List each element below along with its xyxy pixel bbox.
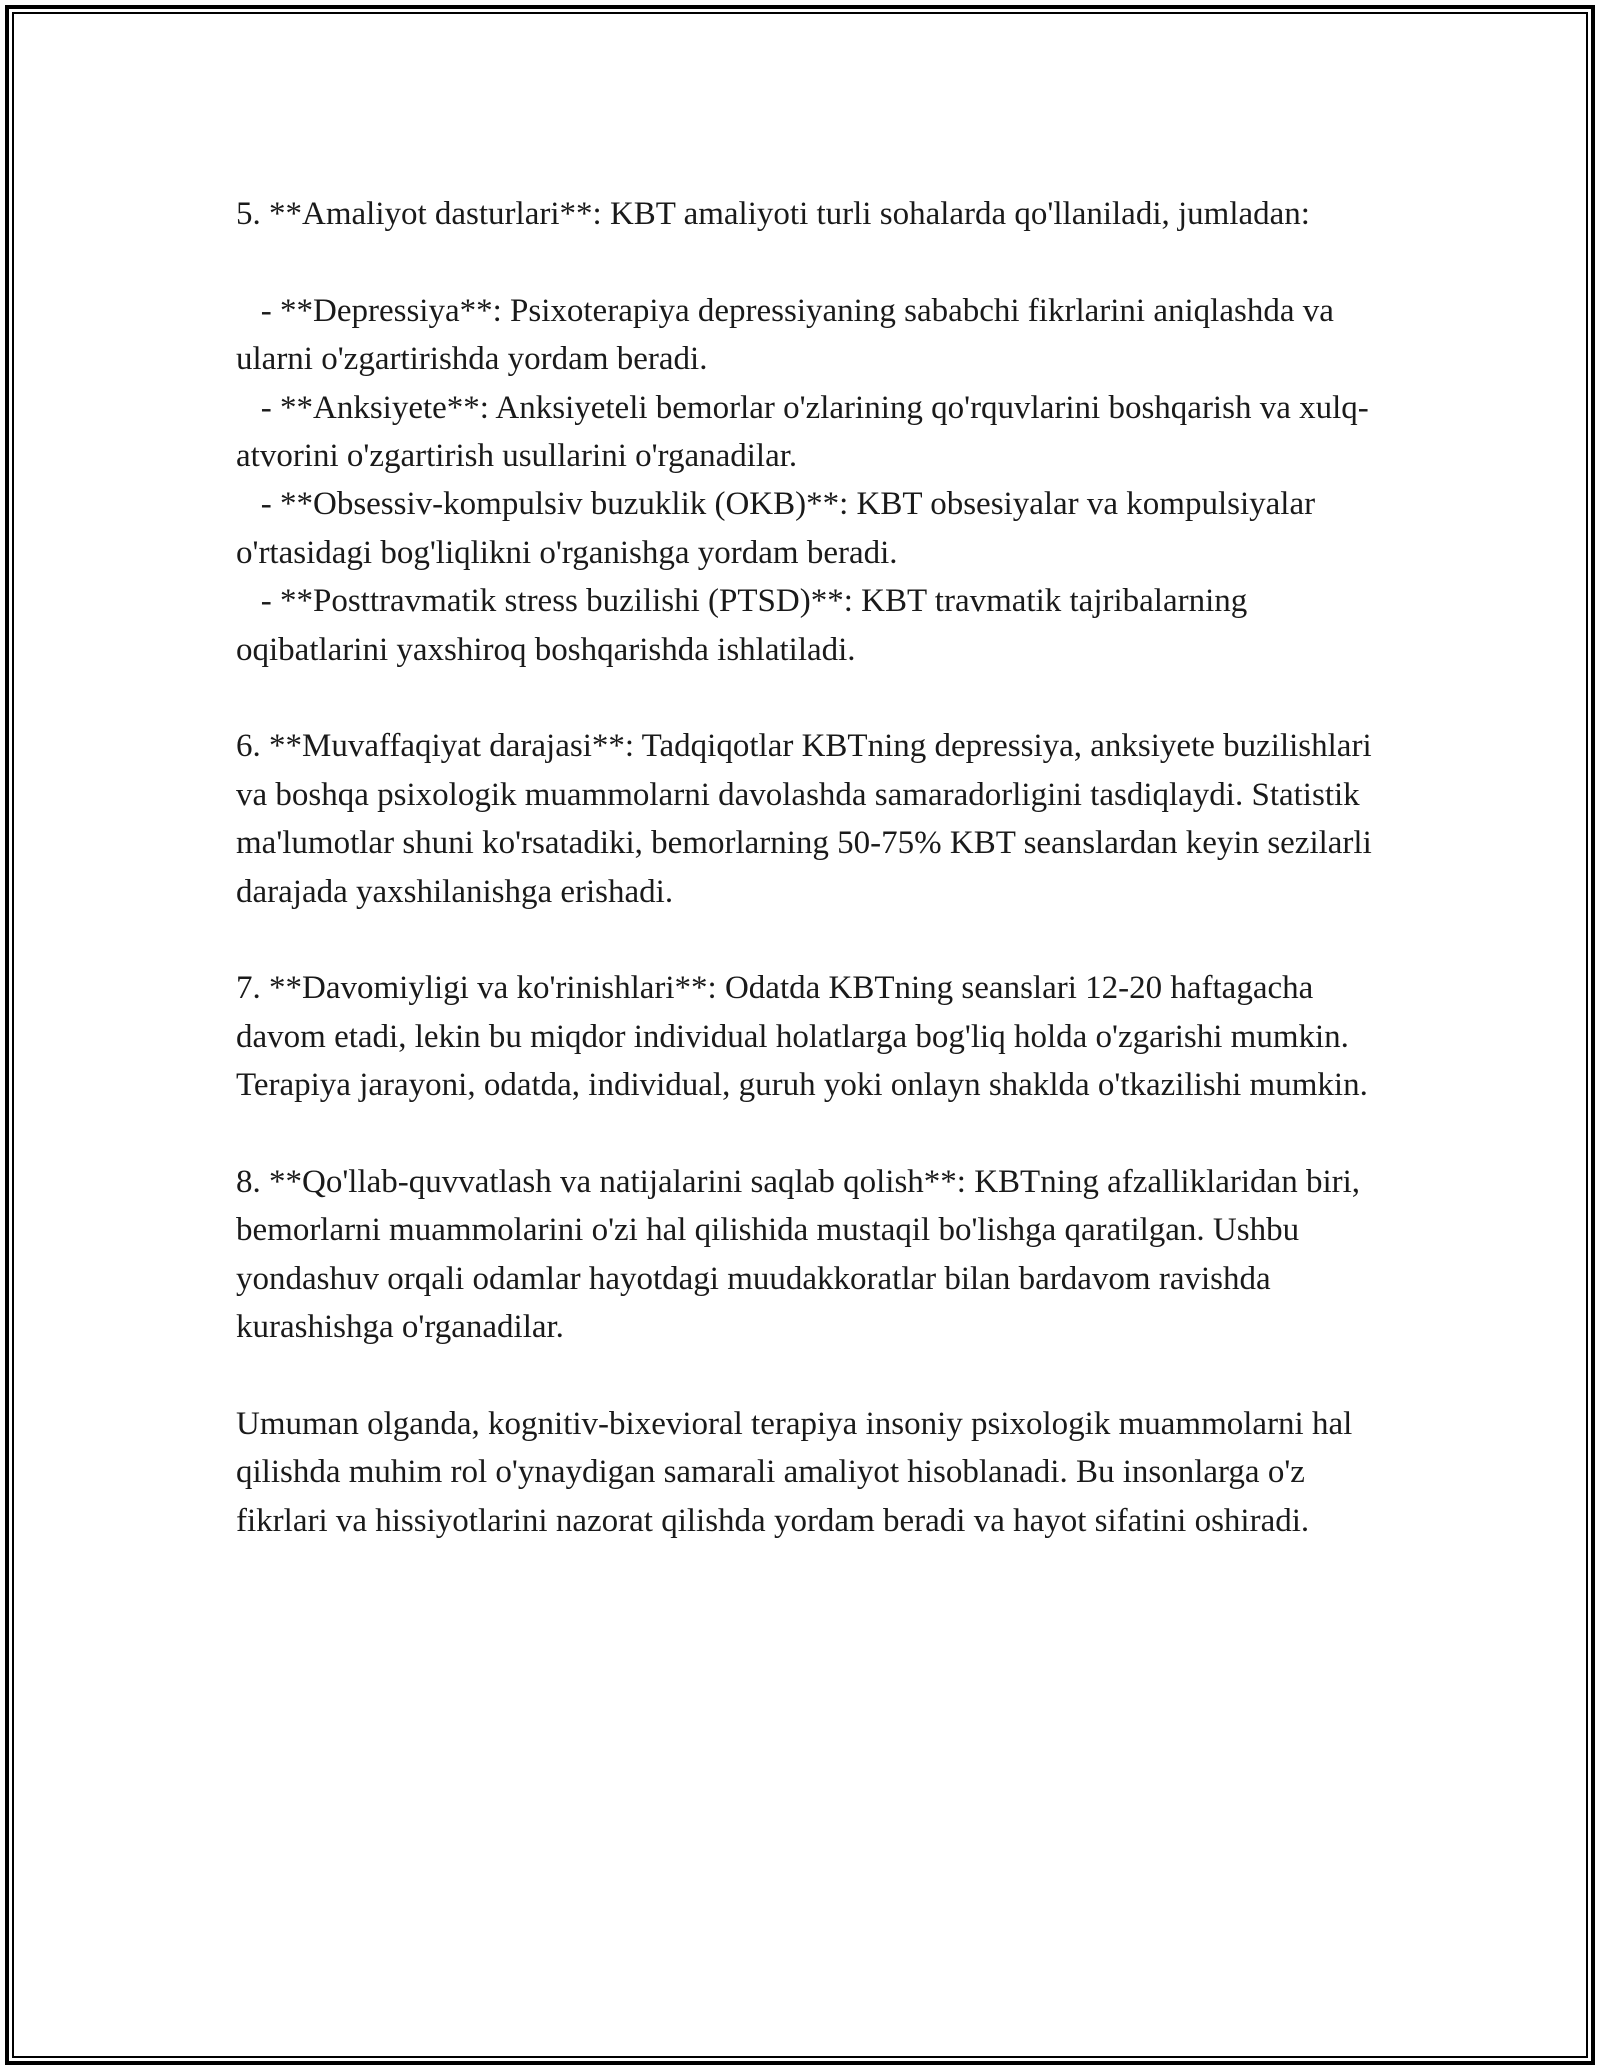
paragraph-conclusion: Umuman olganda, kognitiv-bixevioral terapiya insoniy psixologik muammolarni hal qilishda muhim rol o'ynaydigan samarali amaliyot hisoblanadi. Bu insonlarga o'z fikrlari va hissiyotlarini nazorat qilishda yordam beradi va hayot sifatini oshiradi. bbox=[236, 1406, 1353, 1539]
paragraph-item-6: 6. **Muvaffaqiyat darajasi**: Tadqiqotlar KBTning depressiya, anksiyete buzilishlari va boshqa psixologik muammolarni davolashda samaradorligini tasdiqlaydi. Statistik ma'lumotlar shuni ko'rsatadiki, bemorlarning 50-75% KBT seanslardan keyin sezilarli darajada yaxshilanishga erishadi. bbox=[236, 728, 1372, 910]
sublist-item-depressiya: - **Depressiya**: Psixoterapiya depressiyaning sababchi fikrlarini aniqlashda va ularni o'zgartirishda yordam beradi. bbox=[236, 292, 1334, 378]
sublist-item-okb: - **Obsessiv-kompulsiv buzuklik (OKB)**: KBT obsesiyalar va kompulsiyalar o'rtasidagi bog'liqlikni o'rganishga yordam beradi. bbox=[236, 486, 1316, 571]
document-body bbox=[236, 190, 1376, 1594]
paragraph-item-8: 8. **Qo'llab-quvvatlash va natijalarini saqlab qolish**: KBTning afzalliklaridan biri, bemorlarni muammolarini o'zi hal qilishida mustaqil bo'lishga qaratilgan. Ushbu yondashuv orqali odamlar hayotdagi muudakkoratlar bilan bardavom ravishda kurashishga o'rganadilar. bbox=[236, 1164, 1361, 1346]
item-5-sublist bbox=[236, 287, 1376, 674]
paragraph-item-5: 5. **Amaliyot dasturlari**: KBT amaliyoti turli sohalarda qo'llaniladi, jumladan: bbox=[236, 196, 1310, 232]
sublist-item-ptsd: - **Posttravmatik stress buzilishi (PTSD)**: KBT travmatik tajribalarning oqibatlarini yaxshiroq boshqarishda ishlatiladi. bbox=[236, 583, 1248, 668]
sublist-item-anksiyete: - **Anksiyete**: Anksiyeteli bemorlar o'zlarining qo'rquvlarini boshqarish va xulq-atvorini o'zgartirish usullarini o'rganadilar. bbox=[236, 389, 1369, 475]
paragraph-item-7: 7. **Davomiyligi va ko'rinishlari**: Odatda KBTning seanslari 12-20 haftagacha davom etadi, lekin bu miqdor individual holatlarga bog'liq holda o'zgarishi mumkin. Terapiya jarayoni, odatda, individual, guruh yoki onlayn shaklda o'tkazilishi mumkin. bbox=[236, 970, 1368, 1104]
